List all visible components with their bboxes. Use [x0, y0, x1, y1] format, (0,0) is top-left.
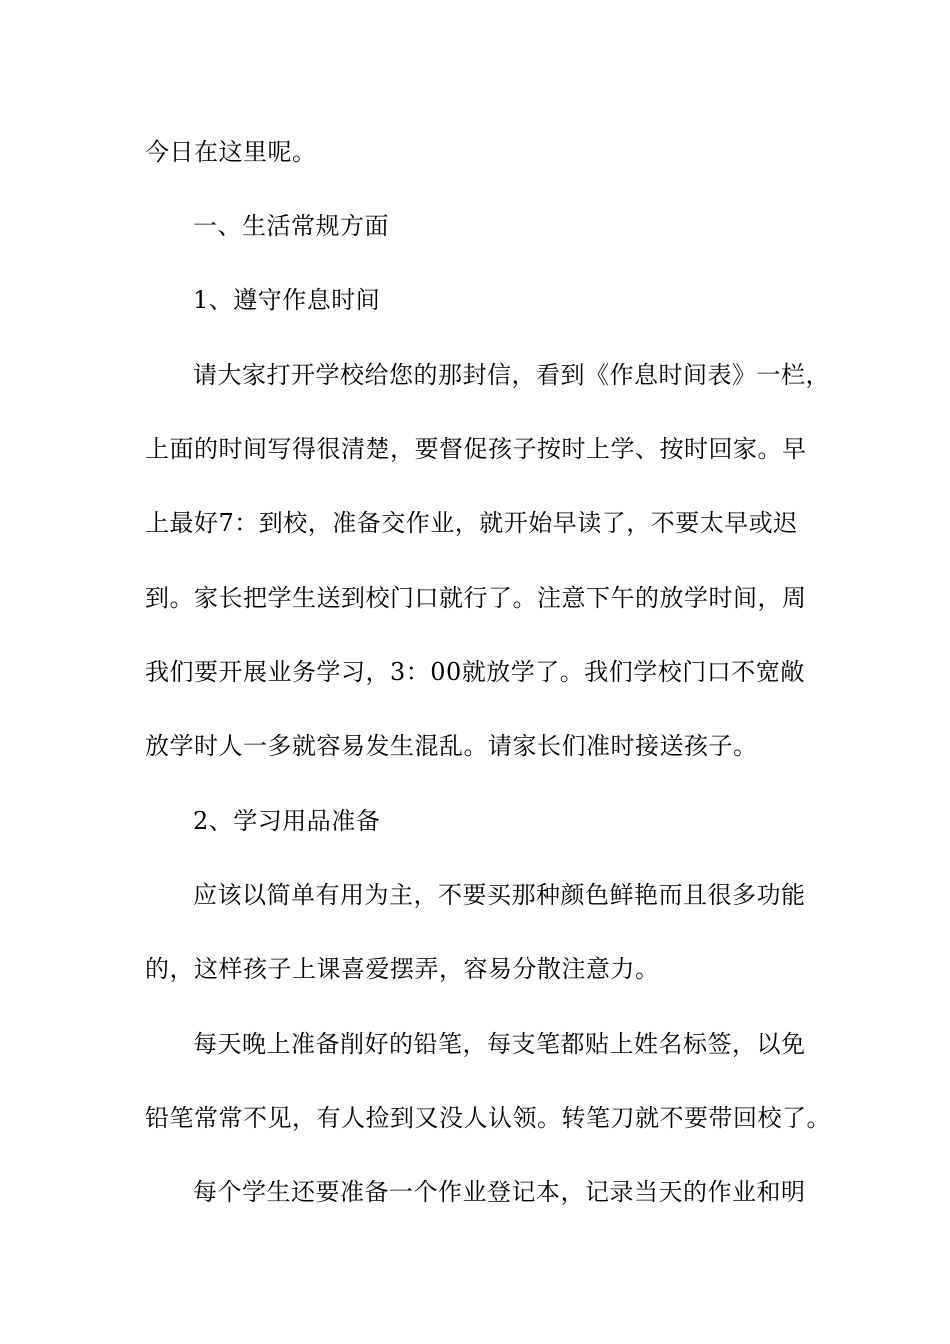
text-line: 的，这样孩子上课喜爱摆弄，容易分散注意力。 — [145, 955, 660, 983]
text-line: 每个学生还要准备一个作业登记本，记录当天的作业和明 — [193, 1178, 806, 1206]
text-line: 放学时人一多就容易发生混乱。请家长们准时接送孩子。 — [145, 732, 758, 760]
text-line: 应该以简单有用为主，不要买那种颜色鲜艳而且很多功能 — [193, 881, 806, 909]
text-line: 我们要开展业务学习，3：00就放学了。我们学校门口不宽敞 — [145, 658, 805, 686]
text-line: 铅笔常常不见，有人捡到又没人认领。转笔刀就不要带回校了。 — [145, 1104, 831, 1132]
text-line: 上最好7：到校，准备交作业，就开始早读了，不要太早或迟 — [145, 509, 798, 537]
text-line: 每天晚上准备削好的铅笔，每支笔都贴上姓名标签，以免 — [193, 1030, 806, 1058]
subsection-heading: 1、遵守作息时间 — [193, 286, 381, 314]
section-heading: 一、生活常规方面 — [193, 212, 389, 240]
subsection-heading: 2、学习用品准备 — [193, 807, 381, 835]
text-line: 请大家打开学校给您的那封信，看到《作息时间表》一栏， — [193, 361, 830, 389]
text-line: 今日在这里呢。 — [145, 138, 317, 166]
text-line: 到。家长把学生送到校门口就行了。注意下午的放学时间，周 — [145, 584, 807, 612]
text-line: 上面的时间写得很清楚，要督促孩子按时上学、按时回家。早 — [145, 435, 807, 463]
